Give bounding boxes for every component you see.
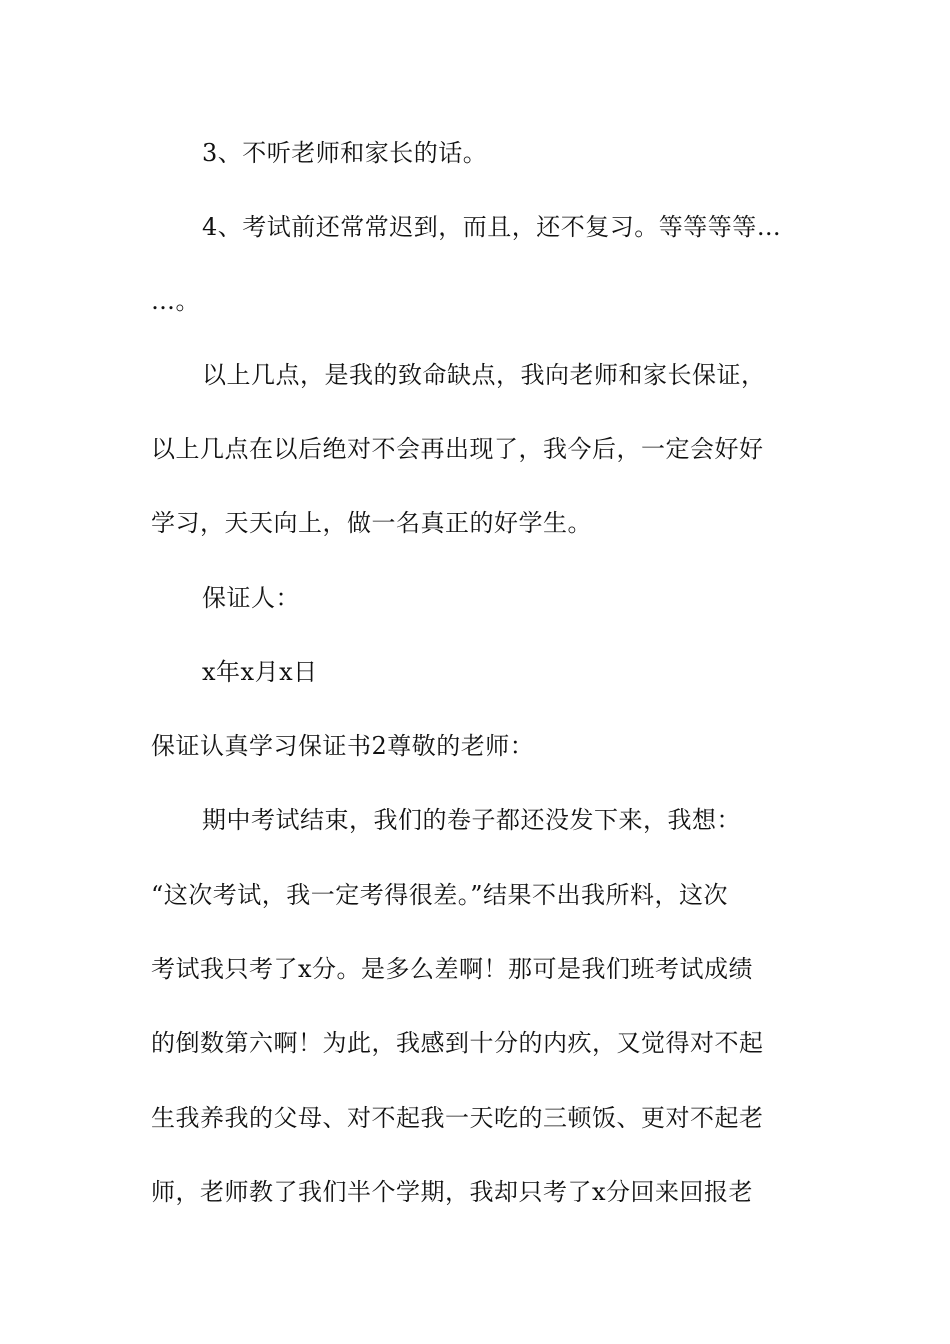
paragraph-line: 考试我只考了x分。是多么差啊！那可是我们班考试成绩 (151, 955, 754, 983)
guarantor-label: 保证人： (202, 584, 300, 612)
paragraph-line: 生我养我的父母、对不起我一天吃的三顿饭、更对不起老 (151, 1104, 764, 1132)
paragraph-line: “这次考试，我一定考得很差。”结果不出我所料，这次 (151, 881, 729, 909)
paragraph-line: 师，老师教了我们半个学期，我却只考了x分回来回报老 (151, 1178, 754, 1206)
paragraph-line: 以上几点在以后绝对不会再出现了，我今后，一定会好好 (151, 435, 764, 463)
paragraph-line: 期中考试结束，我们的卷子都还没发下来，我想： (202, 806, 741, 834)
paragraph-line: 的倒数第六啊！为此，我感到十分的内疚，又觉得对不起 (151, 1029, 764, 1057)
list-item-4: 4、考试前还常常迟到，而且，还不复习。等等等等… (202, 213, 782, 241)
list-item-4-continuation: …。 (151, 287, 200, 315)
date-line: x年x月x日 (202, 658, 318, 686)
paragraph-line: 以上几点，是我的致命缺点，我向老师和家长保证， (202, 361, 766, 389)
list-item-3: 3、不听老师和家长的话。 (202, 139, 488, 167)
paragraph-line: 学习，天天向上，做一名真正的好学生。 (151, 509, 592, 537)
section-heading: 保证认真学习保证书2尊敬的老师： (151, 732, 535, 760)
